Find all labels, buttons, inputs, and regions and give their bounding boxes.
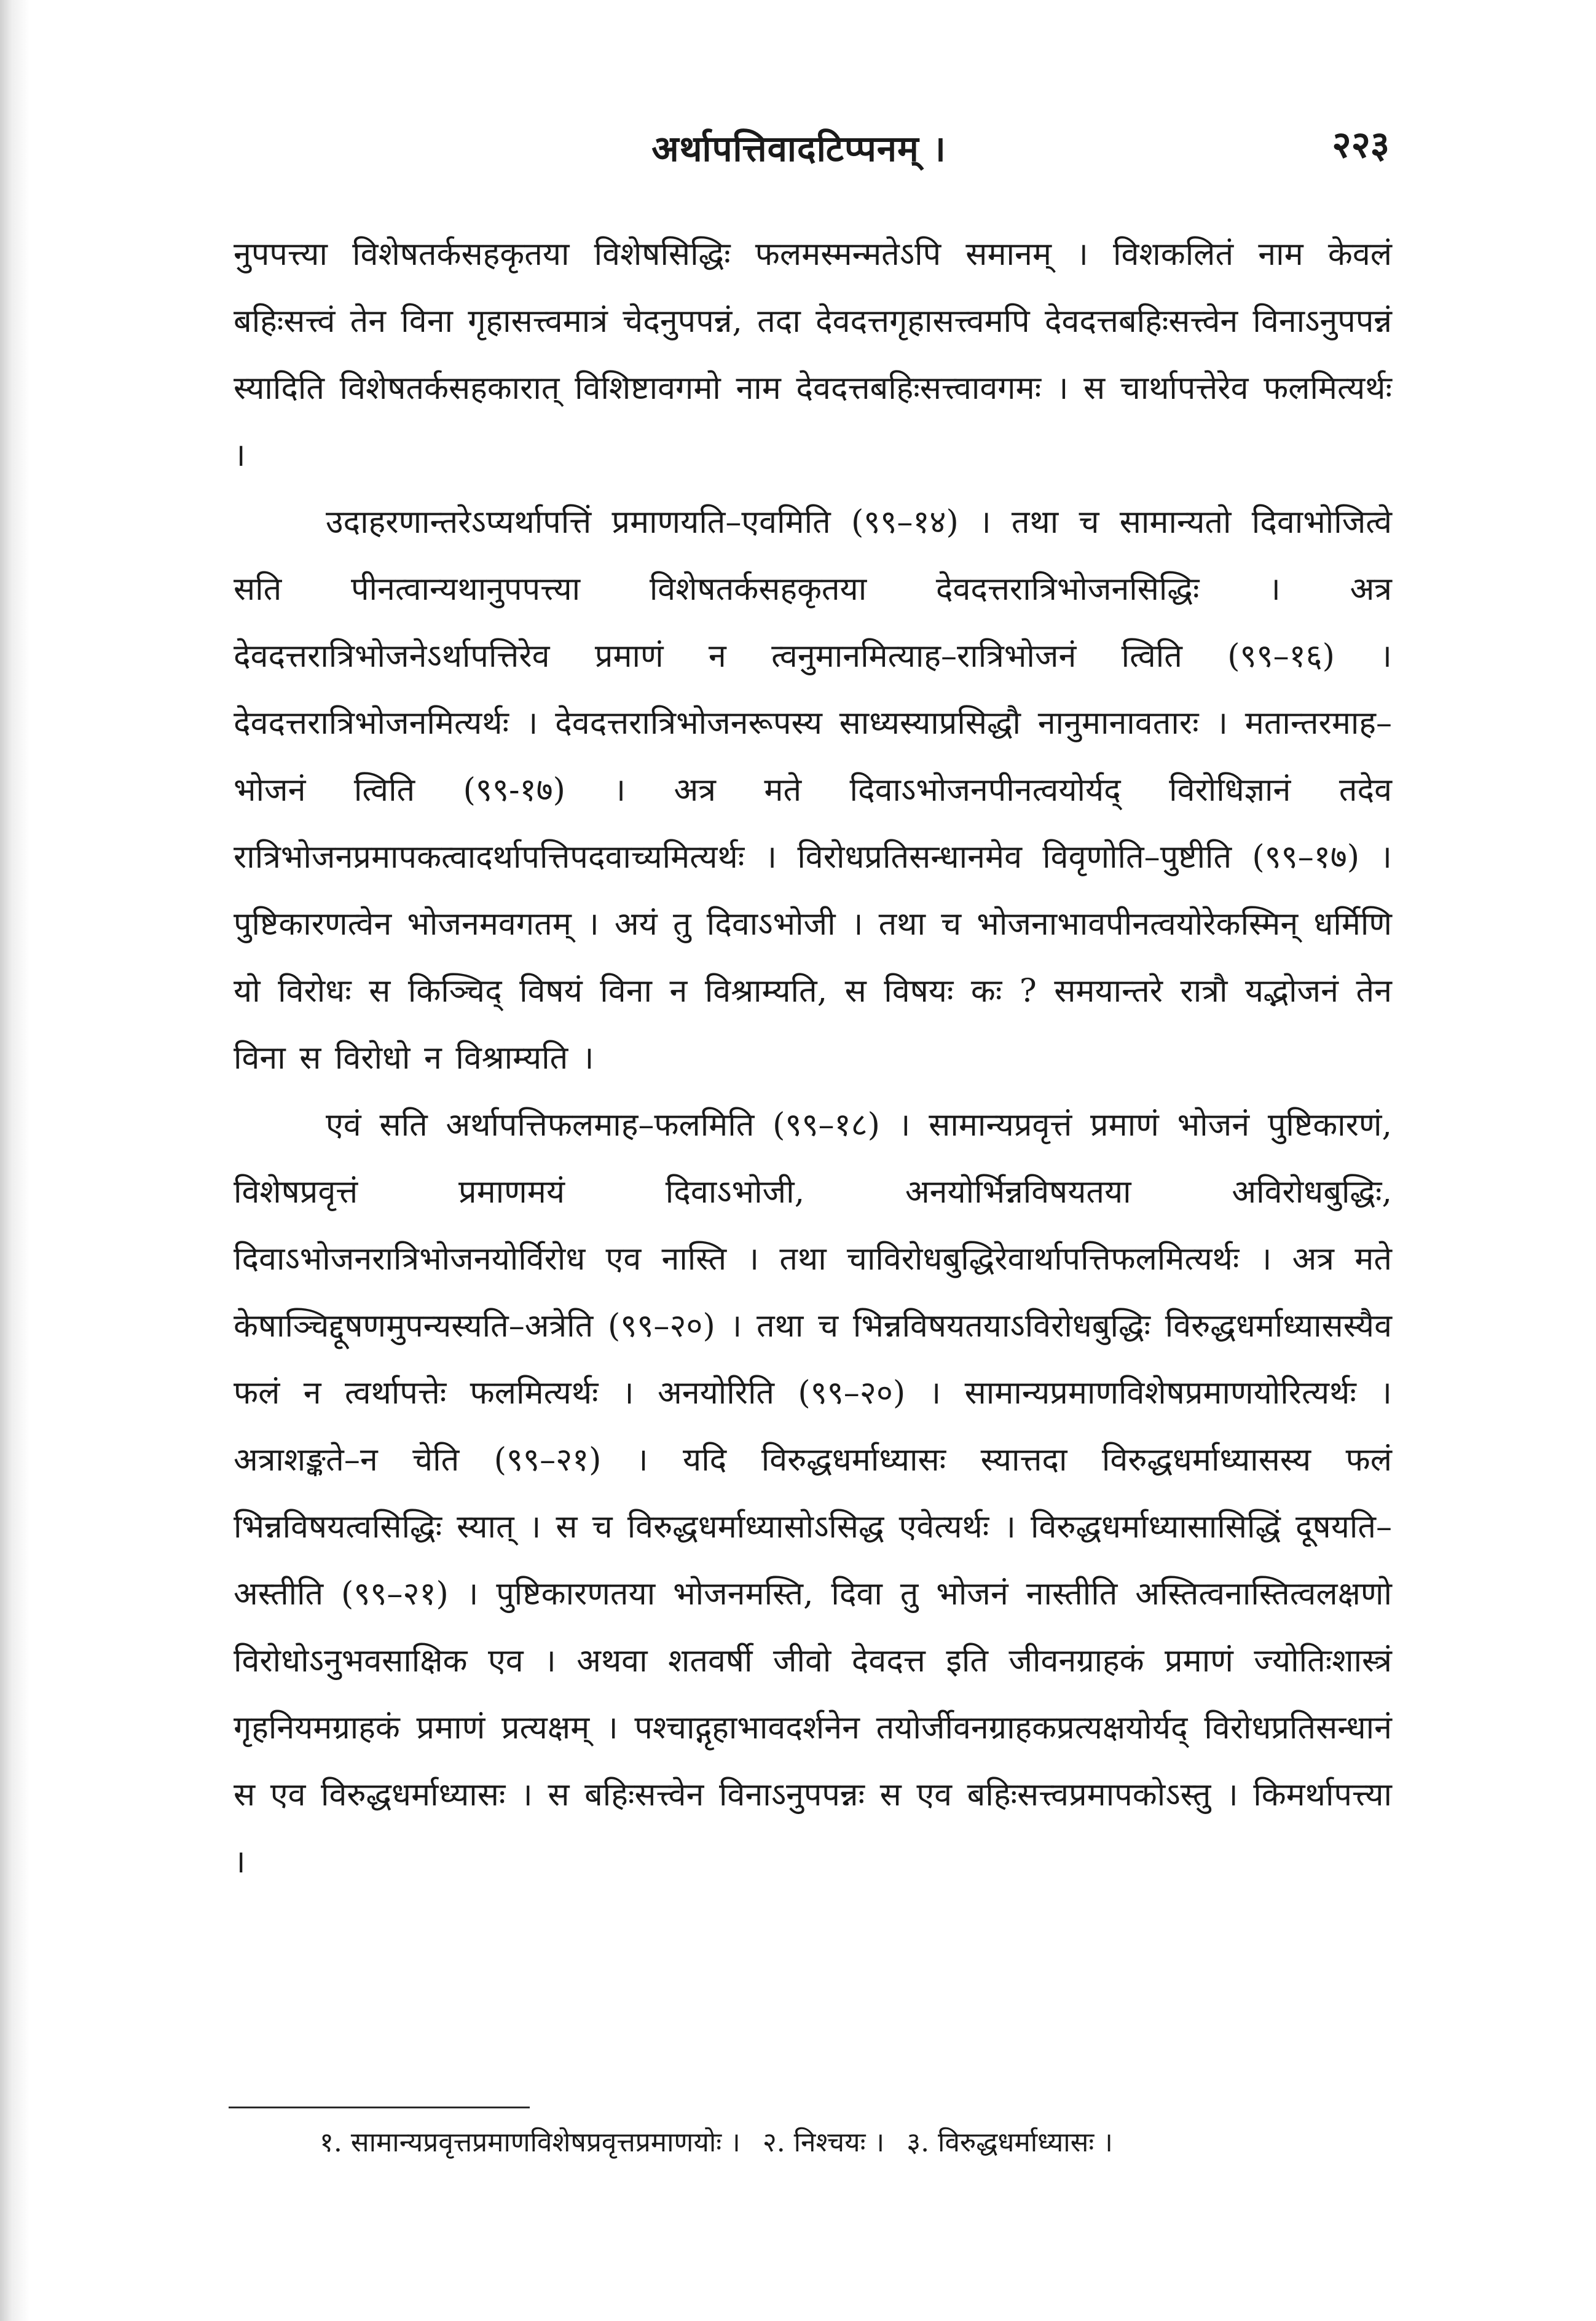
running-title: अर्थापत्तिवादटिप्पनम् । xyxy=(651,128,946,170)
footnote-rule xyxy=(229,2107,530,2108)
footnote-1: १. सामान्यप्रवृत्तप्रमाणविशेषप्रवृत्तप्रमाणयोः । xyxy=(320,2127,741,2158)
page-header xyxy=(0,123,1596,190)
page-number: २२३ xyxy=(1332,124,1390,167)
footnote-3: ३. विरुद्धधर्माध्यासः । xyxy=(906,2127,1113,2158)
body-text xyxy=(234,221,1392,1896)
footnote-2: २. निश्चयः । xyxy=(762,2127,885,2158)
paragraph-1: नुपपत्त्या विशेषतर्कसहकृतया विशेषसिद्धिः फलमस्मन्मतेऽपि समानम् । विशकलितं नाम केवलं बहिःसत्त्वं तेन विना गृहासत्त्वमात्रं चेदनुपपन्नं, तदा देवदत्तगृहासत्त्वमपि देवदत्तबहिःसत्त्वेन विनाऽनुपपन्नं स्यादिति विशेषतर्कसहकारात् विशिष्टावगमो नाम देवदत्तबहिःसत्त्वावगमः । स चार्थापत्तेरेव फलमित्यर्थः । xyxy=(234,236,1392,474)
paragraph-2: उदाहरणान्तरेऽप्यर्थापत्तिं प्रमाणयति–एवमिति (९९–१४) । तथा च सामान्यतो दिवाभोजित्वे सति पीनत्वान्यथानुपपत्त्या विशेषतर्कसहकृतया देवदत्तरात्रिभोजनसिद्धिः । अत्र देवदत्तरात्रिभोजनेऽर्थापत्तिरेव प्रमाणं न त्वनुमानमित्याह–रात्रिभोजनं त्विति (९९–१६) । देवदत्तरात्रिभोजनमित्यर्थः । देवदत्तरात्रिभोजनरूपस्य साध्यस्याप्रसिद्धौ नानुमानावतारः । मतान्तरमाह–भोजनं त्विति (९९-१७) । अत्र मते दिवाऽभोजनपीनत्वयोर्यद् विरोधिज्ञानं तदेव रात्रिभोजनप्रमापकत्वादर्थापत्तिपदवाच्यमित्यर्थः । विरोधप्रतिसन्धानमेव विवृणोति–पुष्टीति (९९–१७) । पुष्टिकारणत्वेन भोजनमवगतम् । अयं तु दिवाऽभोजी । तथा च भोजनाभावपीनत्वयोरेकस्मिन् धर्मिणि यो विरोधः स किञ्चिद् विषयं विना न विश्राम्यति, स विषयः कः ? समयान्तरे रात्रौ यद्भोजनं तेन विना स विरोधो न विश्राम्यति । xyxy=(234,504,1392,1077)
paragraph-3: एवं सति अर्थापत्तिफलमाह–फलमिति (९९–१८) । सामान्यप्रवृत्तं प्रमाणं भोजनं पुष्टिकारणं, विशेषप्रवृत्तं प्रमाणमयं दिवाऽभोजी, अनयोर्भिन्नविषयतया अविरोधबुद्धिः, दिवाऽभोजनरात्रिभोजनयोर्विरोध एव नास्ति । तथा चाविरोधबुद्धिरेवार्थापत्तिफलमित्यर्थः । अत्र मते केषाञ्चिद्दूषणमुपन्यस्यति–अत्रेति (९९–२०) । तथा च भिन्नविषयतयाऽविरोधबुद्धिः विरुद्धधर्माध्यासस्यैव फलं न त्वर्थापत्तेः फलमित्यर्थः । अनयोरिति (९९–२०) । सामान्यप्रमाणविशेषप्रमाणयोरित्यर्थः । अत्राशङ्कते–न चेति (९९–२१) । यदि विरुद्धधर्माध्यासः स्यात्तदा विरुद्धधर्माध्यासस्य फलं भिन्नविषयत्वसिद्धिः स्यात् । स च विरुद्धधर्माध्यासोऽसिद्ध एवेत्यर्थः । विरुद्धधर्माध्यासासिद्धिं दूषयति–अस्तीति (९९–२१) । पुष्टिकारणतया भोजनमस्ति, दिवा तु भोजनं नास्तीति अस्तित्वनास्तित्वलक्षणो विरोधोऽनुभवसाक्षिक एव । अथवा शतवर्षी जीवो देवदत्त इति जीवनग्राहकं प्रमाणं ज्योतिःशास्त्रं गृहनियमग्राहकं प्रमाणं प्रत्यक्षम् । पश्चाद्गृहाभावदर्शनेन तयोर्जीवनग्राहकप्रत्यक्षयोर्यद् विरोधप्रतिसन्धानं स एव विरुद्धधर्माध्यासः । स बहिःसत्त्वेन विनाऽनुपपन्नः स एव बहिःसत्त्वप्रमापकोऽस्तु । किमर्थापत्त्या । xyxy=(234,1107,1392,1880)
scan-edge-shadow xyxy=(0,0,29,2321)
footnotes xyxy=(320,2121,1401,2164)
